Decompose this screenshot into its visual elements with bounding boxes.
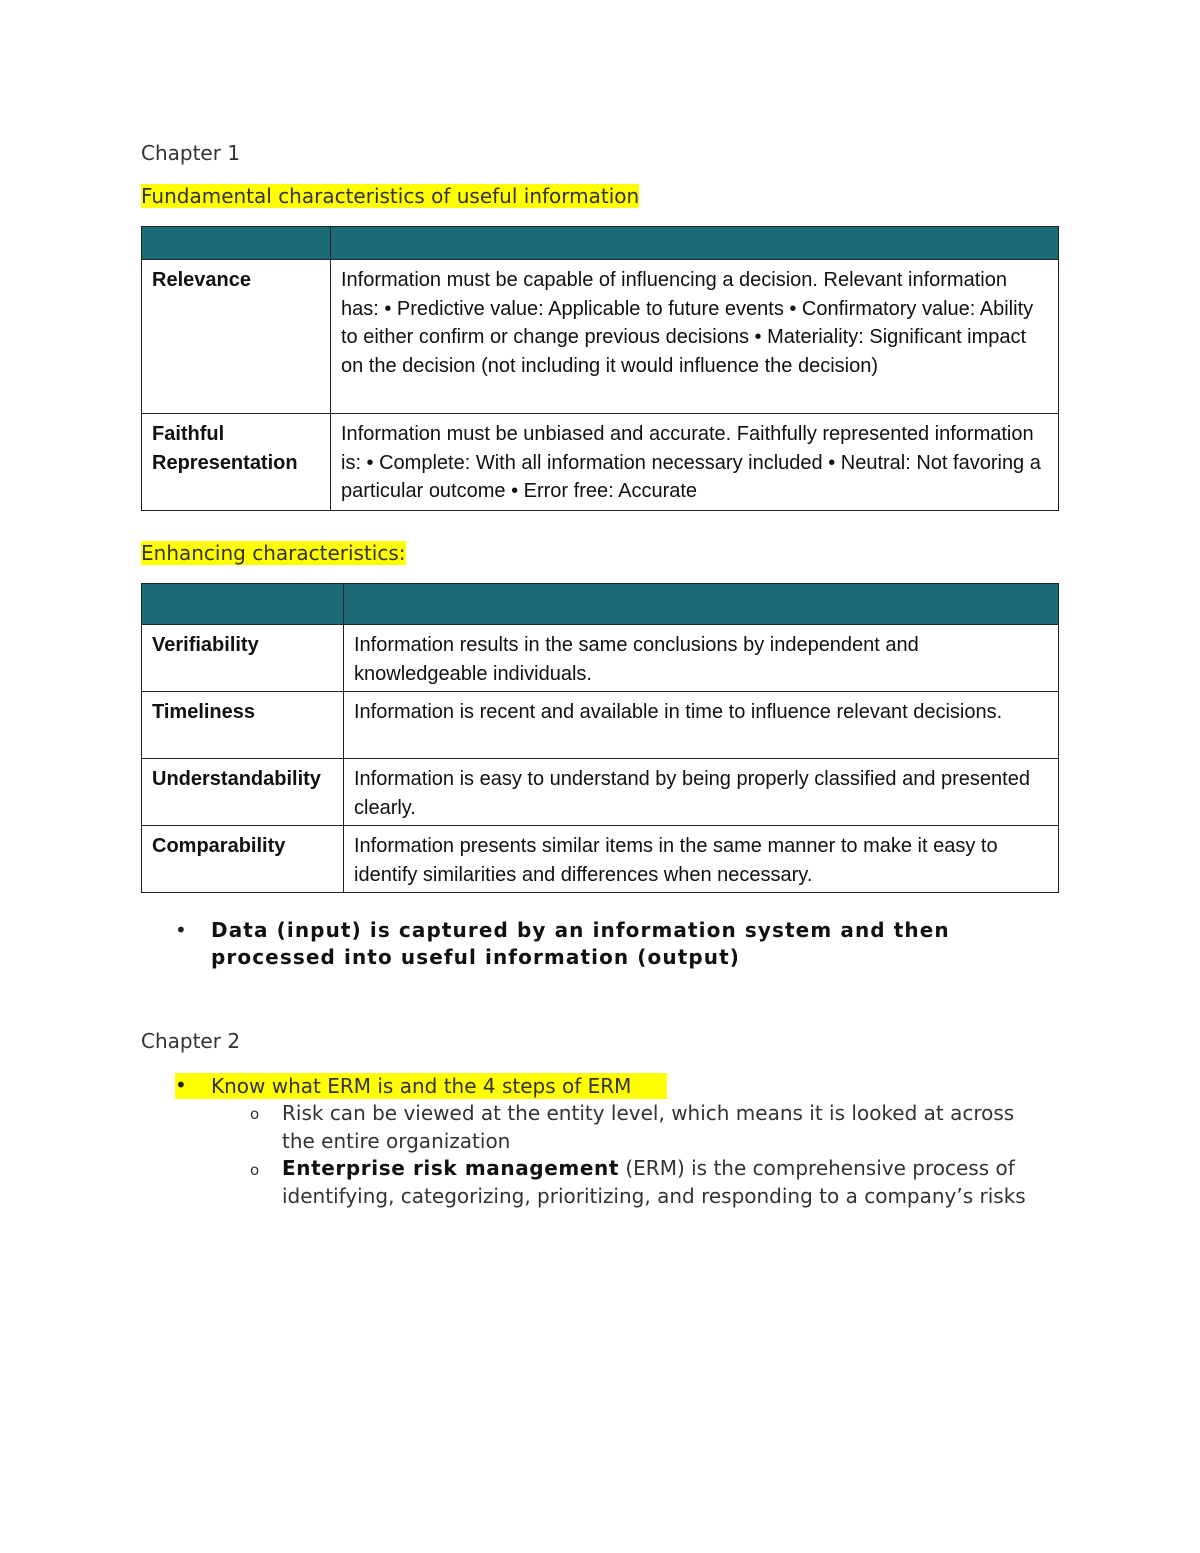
description-cell: Information must be unbiased and accurate. Faithfully represented information is: • Complete: With all information necessary included • Neutral: Not favoring a particular outcome • Error free: Accurate [331, 414, 1059, 511]
description-cell: Information presents similar items in the same manner to make it easy to identify similarities and differences when necessary. [344, 826, 1059, 893]
term-cell: Comparability [142, 826, 344, 893]
term-cell: Relevance [142, 260, 331, 414]
erm-definition-text: (ERM) is the comprehensive process of identifying, categorizing, prioritizing, and responding to a company’s risks [282, 1156, 1026, 1208]
table-row [142, 414, 1059, 511]
section-title-fundamental [141, 184, 639, 208]
circle-bullet-icon: o [250, 1105, 260, 1123]
circle-bullet-icon: o [250, 1161, 260, 1179]
data-bullet-text: Data (input) is captured by an information system and then processed into useful information (output) [211, 918, 950, 969]
erm-term: Enterprise risk management [282, 1156, 619, 1180]
bullet-dot: • [175, 918, 187, 942]
fundamental-characteristics-table [141, 226, 1059, 511]
chapter1-heading: Chapter 1 [141, 141, 241, 165]
table-row [142, 826, 1059, 893]
header-cell [142, 584, 344, 625]
enhancing-characteristics-table [141, 583, 1059, 893]
table-row [142, 260, 1059, 414]
description-cell: Information must be capable of influencing a decision. Relevant information has: • Predictive value: Applicable to future events • Confirmatory value: Ability to either confirm or change previous decisions • Materiality: Significant impact on the decision (not including it would influence the decision) [331, 260, 1059, 414]
section-title-fundamental-text: Fundamental characteristics of useful information [141, 184, 640, 208]
chapter2-heading: Chapter 2 [141, 1029, 241, 1053]
section-title-enhancing-text: Enhancing characteristics: [141, 541, 406, 565]
term-cell: Understandability [142, 759, 344, 826]
description-cell: Information results in the same conclusions by independent and knowledgeable individuals. [344, 625, 1059, 692]
erm-bullet-text: Know what ERM is and the 4 steps of ERM [211, 1074, 632, 1098]
header-cell [344, 584, 1059, 625]
term-cell: Verifiability [142, 625, 344, 692]
sub-bullet-risk-text: Risk can be viewed at the entity level, which means it is looked at across the entire organization [282, 1101, 1015, 1153]
table-header-row [142, 584, 1059, 625]
description-cell: Information is easy to understand by being properly classified and presented clearly. [344, 759, 1059, 826]
table-row [142, 625, 1059, 692]
table-header-row [142, 227, 1059, 260]
bullet-dot: • [175, 1073, 187, 1097]
header-cell [331, 227, 1059, 260]
section-title-enhancing [141, 541, 406, 565]
header-cell [142, 227, 331, 260]
table-row [142, 692, 1059, 759]
sub-bullet-erm-definition [282, 1154, 1062, 1210]
table-row [142, 759, 1059, 826]
term-cell: Timeliness [142, 692, 344, 759]
term-cell: Faithful Representation [142, 414, 331, 511]
description-cell: Information is recent and available in time to influence relevant decisions. [344, 692, 1059, 759]
